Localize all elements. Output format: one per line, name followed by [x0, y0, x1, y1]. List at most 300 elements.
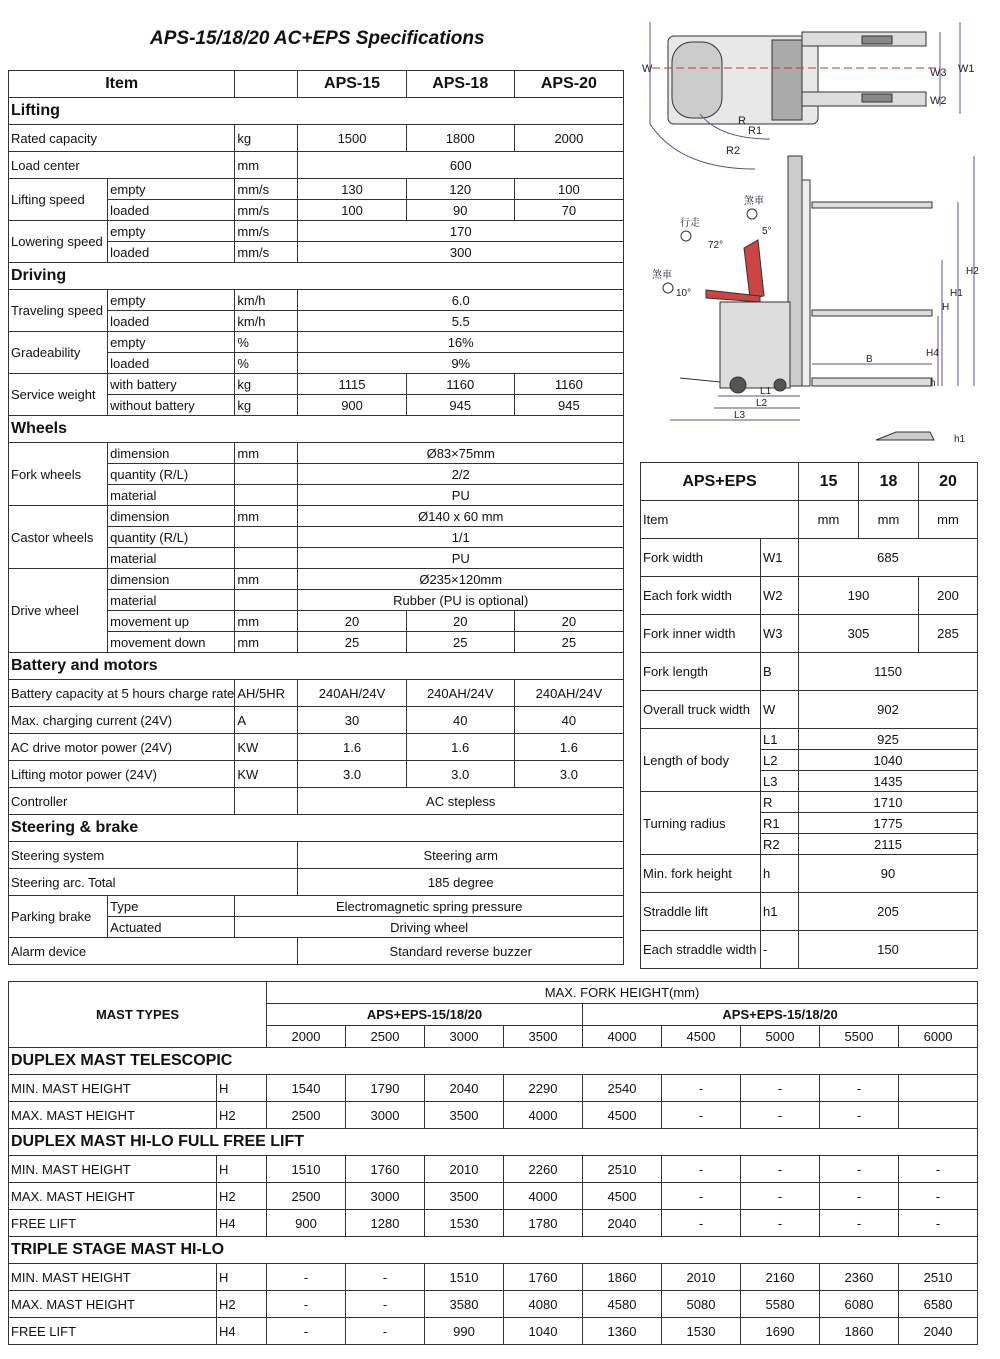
table-row [9, 1183, 978, 1210]
label-r: R [738, 115, 746, 127]
value-cell: 2040 [583, 1210, 662, 1237]
spec-table [8, 70, 624, 965]
value-cell: 90 [799, 855, 978, 893]
value-cell: 2510 [583, 1156, 662, 1183]
value-cell: 240AH/24V [406, 680, 514, 707]
table-row [9, 869, 624, 896]
row-label: Steering system [9, 842, 298, 869]
symbol-cell: L2 [761, 750, 799, 771]
label-h: H [942, 302, 950, 313]
value-cell: 2290 [504, 1075, 583, 1102]
symbol-cell: H2 [217, 1102, 267, 1129]
sub-label: dimension [108, 569, 235, 590]
row-label: MIN. MAST HEIGHT [9, 1075, 217, 1102]
value-cell: Standard reverse buzzer [298, 938, 624, 965]
label-w2: W2 [930, 95, 947, 107]
row-label: Lifting speed [9, 179, 108, 221]
label-r1: R1 [748, 125, 763, 137]
value-cell: 170 [298, 221, 624, 242]
height-cell: 5500 [820, 1026, 899, 1048]
unit-cell [235, 527, 298, 548]
sub-label: Actuated [108, 917, 235, 938]
value-cell: 2160 [741, 1264, 820, 1291]
value-cell: 2500 [267, 1102, 346, 1129]
table-row [9, 125, 624, 152]
row-label: Fork width [641, 539, 761, 577]
label-h4: H4 [926, 348, 939, 359]
table-row [9, 1102, 978, 1129]
table-row [9, 1210, 978, 1237]
table-row [641, 691, 978, 729]
table-row [641, 577, 978, 615]
label-brake: 煞車 [652, 270, 672, 281]
value-cell: 20 [298, 611, 406, 632]
table-row [641, 653, 978, 691]
value-cell: - [820, 1183, 899, 1210]
mast-title: MAST TYPES [9, 982, 267, 1048]
value-cell: 3500 [425, 1102, 504, 1129]
mast-body [9, 1048, 978, 1345]
mast-inner [802, 180, 810, 386]
value-cell: 1510 [425, 1264, 504, 1291]
value-cell: 685 [799, 539, 978, 577]
label-l3: L3 [734, 410, 746, 421]
value-cell: 40 [406, 707, 514, 734]
castor-wheel [774, 379, 786, 391]
value-cell: 1160 [406, 374, 514, 395]
sub-label: loaded [108, 200, 235, 221]
label-travel: 行走 [680, 218, 700, 229]
table-row [9, 842, 624, 869]
unit-cell: A [235, 707, 298, 734]
sub-label: with battery [108, 374, 235, 395]
value-cell: - [346, 1264, 425, 1291]
fork-wheel [862, 94, 892, 102]
sub-label: empty [108, 179, 235, 200]
mast-group-title: TRIPLE STAGE MAST HI-LO [9, 1237, 978, 1264]
brake-icon [663, 283, 673, 293]
unit-cell: km/h [235, 311, 298, 332]
row-label: Traveling speed [9, 290, 108, 332]
value-cell: - [741, 1102, 820, 1129]
value-cell: 70 [514, 200, 623, 221]
travel-icon [681, 231, 691, 241]
value-cell: - [346, 1291, 425, 1318]
brake-icon [747, 209, 757, 219]
unit-cell: KW [235, 734, 298, 761]
height-cell: 4500 [662, 1026, 741, 1048]
value-cell: - [741, 1156, 820, 1183]
side-view-diagram [640, 150, 980, 450]
value-cell: Electromagnetic spring pressure [235, 896, 624, 917]
value-cell: 3000 [346, 1183, 425, 1210]
sub-label: empty [108, 221, 235, 242]
dimension-table [640, 462, 978, 969]
value-cell: 2360 [820, 1264, 899, 1291]
unit-cell: mm [859, 501, 919, 539]
label-brake: 煞車 [744, 196, 764, 207]
unit-cell: kg [235, 125, 298, 152]
sub-label: quantity (R/L) [108, 464, 235, 485]
symbol-cell: H [217, 1264, 267, 1291]
value-cell: - [662, 1075, 741, 1102]
value-cell: 1280 [346, 1210, 425, 1237]
row-label: Steering arc. Total [9, 869, 298, 896]
row-label: Controller [9, 788, 235, 815]
unit-cell: AH/5HR [235, 680, 298, 707]
value-cell: 900 [267, 1210, 346, 1237]
value-cell: 3580 [425, 1291, 504, 1318]
section-lifting: Lifting [9, 98, 624, 125]
value-cell: 1150 [799, 653, 978, 691]
value-cell: 1040 [504, 1318, 583, 1345]
sub-label: material [108, 548, 235, 569]
value-cell: 300 [298, 242, 624, 263]
value-cell: - [820, 1210, 899, 1237]
section-wheels: Wheels [9, 416, 624, 443]
model-group-header: APS+EPS-15/18/20 [583, 1004, 978, 1026]
value-cell: 925 [799, 729, 978, 750]
sub-label: loaded [108, 311, 235, 332]
value-cell: 305 [799, 615, 919, 653]
row-label: Fork wheels [9, 443, 108, 506]
value-cell: - [662, 1102, 741, 1129]
row-label: MAX. MAST HEIGHT [9, 1183, 217, 1210]
header-model: 20 [919, 463, 978, 501]
section-driving: Driving [9, 263, 624, 290]
value-cell: 1760 [504, 1264, 583, 1291]
top-view-diagram [640, 14, 980, 170]
value-cell: 2260 [504, 1156, 583, 1183]
unit-cell: mm/s [235, 242, 298, 263]
symbol-cell: W3 [761, 615, 799, 653]
table-row [9, 374, 624, 395]
symbol-cell: H2 [217, 1183, 267, 1210]
value-cell: 2000 [514, 125, 623, 152]
drive-wheel [730, 377, 746, 393]
value-cell: 40 [514, 707, 623, 734]
row-label: Max. charging current (24V) [9, 707, 235, 734]
row-label: FREE LIFT [9, 1318, 217, 1345]
sub-label: empty [108, 290, 235, 311]
value-cell: 1540 [267, 1075, 346, 1102]
table-row [9, 1291, 978, 1318]
table-row [9, 1318, 978, 1345]
value-cell: 120 [406, 179, 514, 200]
row-label: MIN. MAST HEIGHT [9, 1156, 217, 1183]
value-cell: 1790 [346, 1075, 425, 1102]
value-cell: 1775 [799, 813, 978, 834]
unit-cell [235, 590, 298, 611]
unit-cell: mm [799, 501, 859, 539]
sub-label: Type [108, 896, 235, 917]
row-label: Length of body [641, 729, 761, 792]
symbol-cell: W [761, 691, 799, 729]
value-cell: 150 [799, 931, 978, 969]
label-h1: H1 [950, 288, 963, 299]
row-label: Castor wheels [9, 506, 108, 569]
table-row [9, 938, 624, 965]
header-model: 18 [859, 463, 919, 501]
model-group-header: APS+EPS-15/18/20 [267, 1004, 583, 1026]
value-cell: 2540 [583, 1075, 662, 1102]
value-cell: Ø140 x 60 mm [298, 506, 624, 527]
platform [680, 378, 720, 382]
tiller-arm [744, 240, 764, 298]
row-label: Rated capacity [9, 125, 235, 152]
value-cell: 2510 [899, 1264, 978, 1291]
row-label: Each fork width [641, 577, 761, 615]
sub-label: movement up [108, 611, 235, 632]
fork-mid [812, 310, 932, 316]
table-header-row [9, 71, 624, 98]
height-cell: 2000 [267, 1026, 346, 1048]
label-w1: W1 [958, 63, 975, 75]
header-item: Item [9, 71, 235, 98]
value-cell: 945 [514, 395, 623, 416]
value-cell: 1.6 [514, 734, 623, 761]
unit-cell: % [235, 353, 298, 374]
unit-cell: mm [235, 569, 298, 590]
value-cell: - [899, 1210, 978, 1237]
value-cell: Steering arm [298, 842, 624, 869]
label-w3: W3 [930, 67, 947, 79]
row-label: Battery capacity at 5 hours charge rate [9, 680, 235, 707]
row-label: Turning radius [641, 792, 761, 855]
value-cell: 25 [514, 632, 623, 653]
value-cell: 1530 [425, 1210, 504, 1237]
sub-label: loaded [108, 242, 235, 263]
value-cell: 990 [425, 1318, 504, 1345]
label-r2: R2 [726, 145, 741, 157]
table-row [9, 332, 624, 353]
table-row [9, 707, 624, 734]
value-cell: 2/2 [298, 464, 624, 485]
unit-cell: kg [235, 374, 298, 395]
value-cell: 16% [298, 332, 624, 353]
label-w: W [642, 63, 653, 75]
row-label: Parking brake [9, 896, 108, 938]
value-cell: 25 [406, 632, 514, 653]
value-cell: - [662, 1210, 741, 1237]
sub-label: without battery [108, 395, 235, 416]
value-cell: 205 [799, 893, 978, 931]
page-title: APS-15/18/20 AC+EPS Specifications [150, 28, 485, 49]
value-cell: - [741, 1210, 820, 1237]
value-cell: 945 [406, 395, 514, 416]
symbol-cell: B [761, 653, 799, 691]
value-cell: 1760 [346, 1156, 425, 1183]
label-angle: 72° [708, 240, 724, 251]
value-cell: - [662, 1183, 741, 1210]
row-label: Each straddle width [641, 931, 761, 969]
mast-group-row [9, 1129, 978, 1156]
value-cell: 1/1 [298, 527, 624, 548]
table-row [9, 761, 624, 788]
value-cell: 1710 [799, 792, 978, 813]
header-unit [235, 71, 298, 98]
unit-cell: mm [235, 506, 298, 527]
table-row [641, 615, 978, 653]
height-cell: 6000 [899, 1026, 978, 1048]
value-cell: 4080 [504, 1291, 583, 1318]
table-row [9, 179, 624, 200]
value-cell: 6080 [820, 1291, 899, 1318]
value-cell: 3.0 [406, 761, 514, 788]
value-cell: 1040 [799, 750, 978, 771]
row-label: Item [641, 501, 799, 539]
max-fork-height-header: MAX. FORK HEIGHT(mm) [267, 982, 978, 1004]
symbol-cell: W2 [761, 577, 799, 615]
value-cell: 6580 [899, 1291, 978, 1318]
table-row [641, 792, 978, 813]
fork-wheel [862, 36, 892, 44]
label-h-small: h [930, 378, 936, 389]
value-cell: 200 [919, 577, 978, 615]
symbol-cell: H2 [217, 1291, 267, 1318]
table-row [641, 729, 978, 750]
value-cell: 90 [406, 200, 514, 221]
row-label: Drive wheel [9, 569, 108, 653]
symbol-cell: - [761, 931, 799, 969]
header-model: APS-18 [406, 71, 514, 98]
unit-cell: mm [235, 611, 298, 632]
value-cell: 2115 [799, 834, 978, 855]
value-cell: 100 [514, 179, 623, 200]
row-label: Lowering speed [9, 221, 108, 263]
height-cell: 3000 [425, 1026, 504, 1048]
table-row [9, 569, 624, 590]
table-row [9, 290, 624, 311]
value-cell: PU [298, 548, 624, 569]
value-cell: PU [298, 485, 624, 506]
row-label: Load center [9, 152, 235, 179]
table-row [9, 506, 624, 527]
unit-cell: mm [235, 152, 298, 179]
value-cell: - [662, 1156, 741, 1183]
unit-cell: % [235, 332, 298, 353]
value-cell: 4000 [504, 1102, 583, 1129]
value-cell: 1435 [799, 771, 978, 792]
value-cell: 1360 [583, 1318, 662, 1345]
unit-cell: mm [235, 443, 298, 464]
symbol-cell: h1 [761, 893, 799, 931]
row-label: Min. fork height [641, 855, 761, 893]
value-cell: 1510 [267, 1156, 346, 1183]
value-cell: 1530 [662, 1318, 741, 1345]
label-angle: 10° [676, 288, 692, 299]
value-cell: - [741, 1075, 820, 1102]
value-cell: 5580 [741, 1291, 820, 1318]
row-label: MAX. MAST HEIGHT [9, 1291, 217, 1318]
value-cell: - [820, 1156, 899, 1183]
header-model: APS-20 [514, 71, 623, 98]
value-cell: 3.0 [298, 761, 406, 788]
value-cell: 2500 [267, 1183, 346, 1210]
value-cell: 5080 [662, 1291, 741, 1318]
unit-cell: mm/s [235, 179, 298, 200]
value-cell [899, 1102, 978, 1129]
symbol-cell: L1 [761, 729, 799, 750]
value-cell: 285 [919, 615, 978, 653]
value-cell: Driving wheel [235, 917, 624, 938]
sub-label: dimension [108, 506, 235, 527]
symbol-cell: W1 [761, 539, 799, 577]
unit-cell: mm [919, 501, 978, 539]
row-label: Gradeability [9, 332, 108, 374]
table-row [9, 788, 624, 815]
mast-top [772, 40, 802, 120]
value-cell: 190 [799, 577, 919, 615]
table-row [9, 443, 624, 464]
header-model: APS-15 [298, 71, 406, 98]
value-cell: 1.6 [298, 734, 406, 761]
row-label: MIN. MAST HEIGHT [9, 1264, 217, 1291]
value-cell: 902 [799, 691, 978, 729]
value-cell: 130 [298, 179, 406, 200]
symbol-cell: R1 [761, 813, 799, 834]
value-cell: Rubber (PU is optional) [298, 590, 624, 611]
height-cell: 4000 [583, 1026, 662, 1048]
value-cell: - [741, 1183, 820, 1210]
sub-label: quantity (R/L) [108, 527, 235, 548]
unit-cell [235, 788, 298, 815]
label-l1: L1 [760, 386, 772, 397]
value-cell: 1160 [514, 374, 623, 395]
table-row [9, 1156, 978, 1183]
drive-unit [672, 42, 722, 118]
unit-cell: mm/s [235, 200, 298, 221]
value-cell: 4000 [504, 1183, 583, 1210]
value-cell: 5.5 [298, 311, 624, 332]
value-cell: 240AH/24V [298, 680, 406, 707]
value-cell: - [899, 1183, 978, 1210]
table-row [641, 855, 978, 893]
row-label: Straddle lift [641, 893, 761, 931]
sub-label: material [108, 590, 235, 611]
value-cell: - [267, 1264, 346, 1291]
value-cell: 4580 [583, 1291, 662, 1318]
value-cell: AC stepless [298, 788, 624, 815]
value-cell: 4500 [583, 1183, 662, 1210]
section-steering: Steering & brake [9, 815, 624, 842]
sub-label: loaded [108, 353, 235, 374]
value-cell: 185 degree [298, 869, 624, 896]
table-row [641, 893, 978, 931]
straddle-detail [876, 432, 934, 440]
height-cell: 2500 [346, 1026, 425, 1048]
value-cell: 600 [298, 152, 624, 179]
value-cell: 1860 [820, 1318, 899, 1345]
symbol-cell: R [761, 792, 799, 813]
fork-lowered [812, 378, 932, 386]
value-cell: 1.6 [406, 734, 514, 761]
unit-cell: KW [235, 761, 298, 788]
table-row [9, 680, 624, 707]
value-cell: 2010 [425, 1156, 504, 1183]
value-cell: - [346, 1318, 425, 1345]
value-cell: 2040 [899, 1318, 978, 1345]
row-label: Overall truck width [641, 691, 761, 729]
header-title: APS+EPS [641, 463, 799, 501]
unit-cell [235, 485, 298, 506]
value-cell: 9% [298, 353, 624, 374]
unit-cell: mm/s [235, 221, 298, 242]
value-cell: 3000 [346, 1102, 425, 1129]
symbol-cell: H4 [217, 1318, 267, 1345]
value-cell: - [267, 1318, 346, 1345]
symbol-cell: L3 [761, 771, 799, 792]
